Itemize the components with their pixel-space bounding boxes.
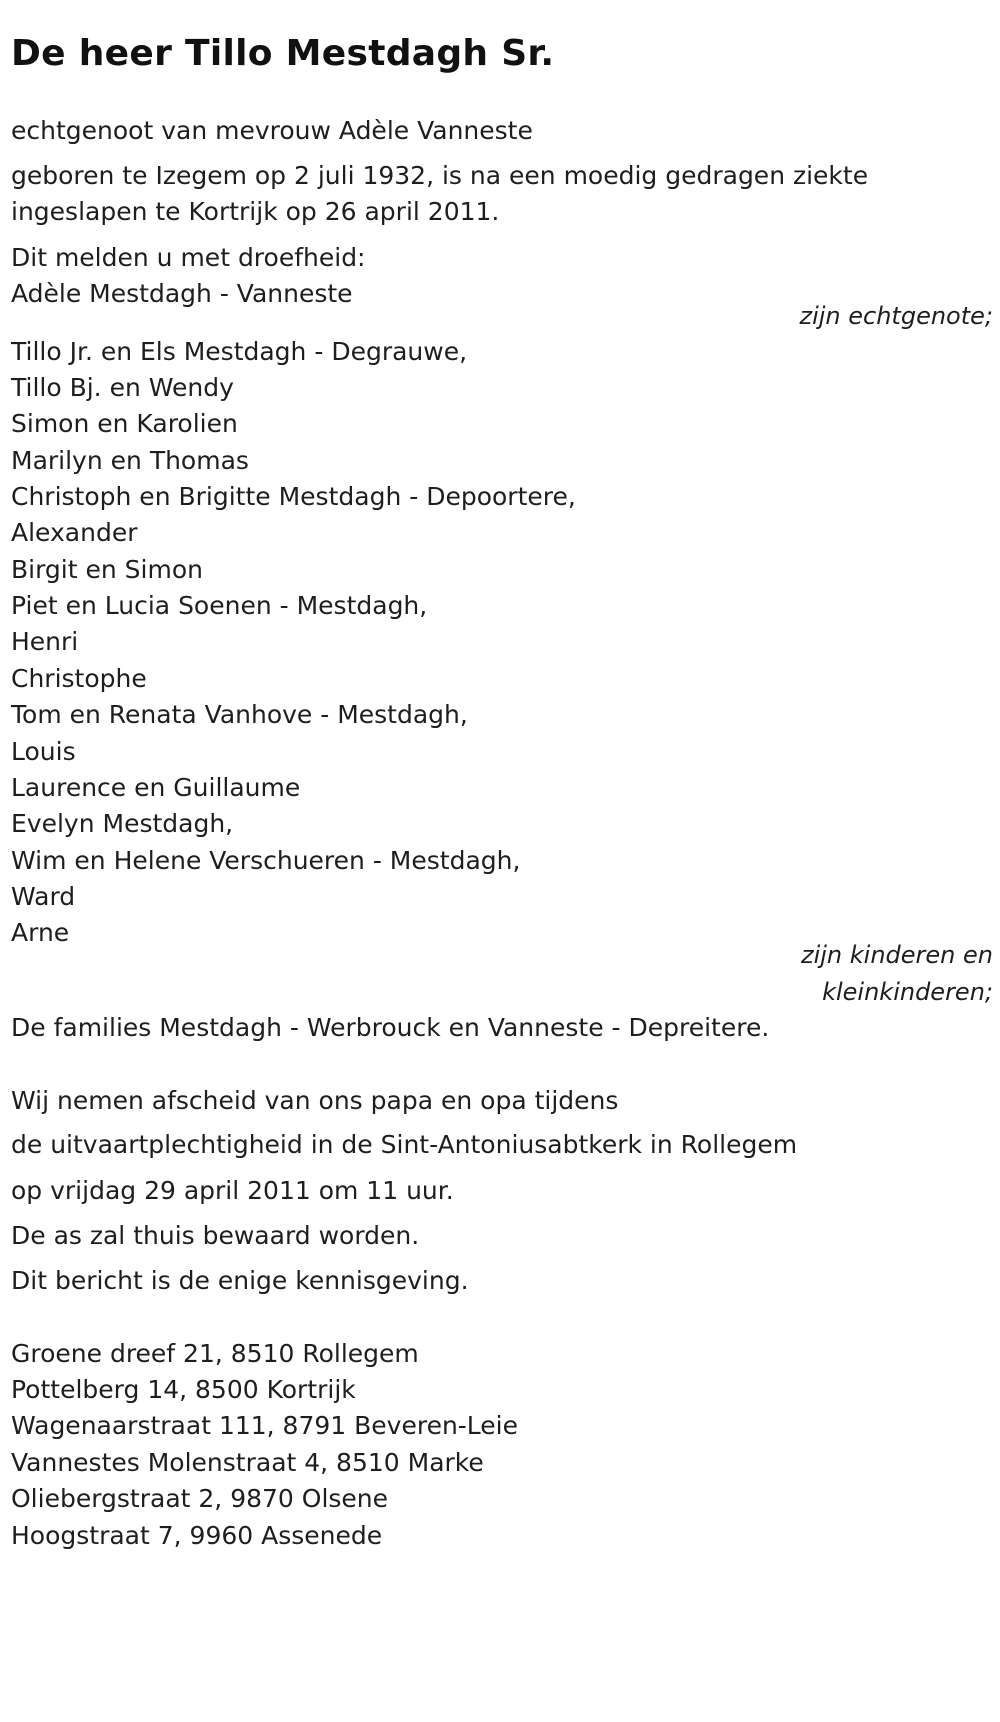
- family-member: Simon en Karolien: [11, 409, 238, 438]
- family-member: Wim en Helene Verschueren - Mestdagh,: [11, 846, 521, 875]
- family-member: Birgit en Simon: [11, 555, 203, 584]
- family-member: Ward: [11, 882, 76, 911]
- address-line: Oliebergstraat 2, 9870 Olsene: [11, 1484, 389, 1513]
- family-member: Evelyn Mestdagh,: [11, 809, 234, 838]
- children-role: kleinkinderen;: [822, 978, 993, 1006]
- birth-line: geboren te Izegem op 2 juli 1932, is na een moedig gedragen ziekte: [11, 161, 869, 190]
- family-member: Arne: [11, 918, 70, 947]
- family-member: Piet en Lucia Soenen - Mestdagh,: [11, 591, 428, 620]
- address-line: Wagenaarstraat 111, 8791 Beveren-Leie: [11, 1411, 519, 1440]
- children-role: zijn kinderen en: [801, 941, 993, 969]
- announce-intro: Dit melden u met droefheid:: [11, 243, 366, 272]
- spouse-name: Adèle Mestdagh - Vanneste: [11, 279, 353, 308]
- families-line: De families Mestdagh - Werbrouck en Vanneste - Depreitere.: [11, 1013, 770, 1042]
- family-member: Tillo Bj. en Wendy: [11, 373, 234, 402]
- family-member: Christophe: [11, 664, 147, 693]
- spouse-role: zijn echtgenote;: [799, 302, 993, 330]
- address-line: Groene dreef 21, 8510 Rollegem: [11, 1339, 419, 1368]
- family-member: Laurence en Guillaume: [11, 773, 301, 802]
- address-line: Vannestes Molenstraat 4, 8510 Marke: [11, 1448, 484, 1477]
- family-member: Louis: [11, 737, 76, 766]
- family-member: Tillo Jr. en Els Mestdagh - Degrauwe,: [11, 337, 468, 366]
- spouse-line: echtgenoot van mevrouw Adèle Vanneste: [11, 116, 533, 145]
- page-title: De heer Tillo Mestdagh Sr.: [11, 33, 555, 74]
- family-member: Tom en Renata Vanhove - Mestdagh,: [11, 700, 468, 729]
- ceremony-line: Wij nemen afscheid van ons papa en opa tijdens: [11, 1086, 619, 1115]
- family-member: Henri: [11, 627, 79, 656]
- address-line: Hoogstraat 7, 9960 Assenede: [11, 1521, 383, 1550]
- ceremony-line: De as zal thuis bewaard worden.: [11, 1221, 420, 1250]
- family-member: Alexander: [11, 518, 138, 547]
- ceremony-line: op vrijdag 29 april 2011 om 11 uur.: [11, 1176, 454, 1205]
- address-line: Pottelberg 14, 8500 Kortrijk: [11, 1375, 356, 1404]
- birth-line: ingeslapen te Kortrijk op 26 april 2011.: [11, 197, 500, 226]
- ceremony-line: Dit bericht is de enige kennisgeving.: [11, 1266, 469, 1295]
- family-member: Christoph en Brigitte Mestdagh - Depoortere,: [11, 482, 576, 511]
- ceremony-line: de uitvaartplechtigheid in de Sint-Antoniusabtkerk in Rollegem: [11, 1130, 798, 1159]
- family-member: Marilyn en Thomas: [11, 446, 249, 475]
